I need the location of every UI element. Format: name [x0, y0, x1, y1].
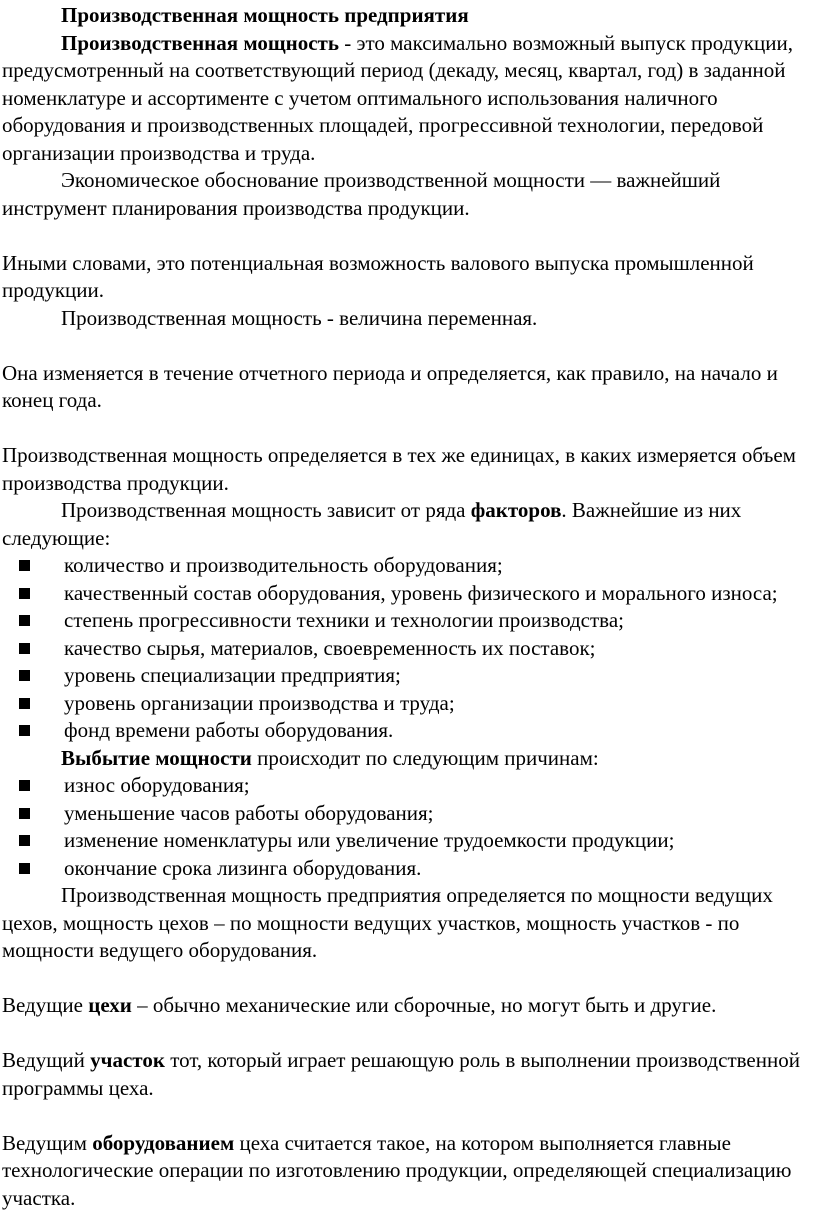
paragraph-capacity-retirement: Выбытие мощности происходит по следующим причинам:	[61, 745, 599, 770]
paragraph-units: Производственная мощность определяется в тех же единицах, в каких измеряется объем производства продукции.	[2, 443, 796, 495]
square-bullet-icon	[19, 560, 30, 571]
list-item: уровень специализации предприятия;	[2, 662, 806, 690]
list-item: изменение номенклатуры или увеличение трудоемкости продукции;	[2, 827, 806, 855]
paragraph-leading-section: Ведущий участок тот, который играет решающую роль в выполнении производственной программы цеха.	[2, 1048, 800, 1100]
paragraph-definition	[2, 30, 806, 168]
list-item: качество сырья, материалов, своевременность их поставок;	[2, 635, 806, 663]
definition-text: - это максимально возможный выпуск продукции, предусмотренный на соответствующий период (декаду, месяц, квартал, год) в заданной номенклатуре и ассортименте с учетом оптимального использования наличного оборудования и производственных площадей, прогрессивной технологии, передовой организации производства и труда.	[2, 30, 793, 165]
square-bullet-icon	[19, 698, 30, 709]
reasons-list	[2, 772, 806, 882]
list-item: окончание срока лизинга оборудования.	[2, 855, 806, 883]
list-item: уровень организации производства и труда;	[2, 690, 806, 718]
square-bullet-icon	[19, 588, 30, 599]
list-item: уменьшение часов работы оборудования;	[2, 800, 806, 828]
list-item: износ оборудования;	[2, 772, 806, 800]
paragraph-economic-justification: Экономическое обоснование производственной мощности — важнейший инструмент планирования производства продукции.	[2, 168, 721, 220]
document-title: Производственная мощность предприятия	[61, 3, 469, 27]
term-workshops: цехи	[88, 993, 132, 1017]
square-bullet-icon	[19, 615, 30, 626]
list-item: качественный состав оборудования, уровень физического и морального износа;	[2, 580, 806, 608]
paragraph-factors-intro: Производственная мощность зависит от ряда факторов. Важнейшие из них следующие:	[2, 498, 742, 550]
square-bullet-icon	[19, 808, 30, 819]
term-capacity-retirement: Выбытие мощности	[61, 745, 252, 770]
paragraph-leading-units: Производственная мощность предприятия определяется по мощности ведущих цехов, мощность цехов – по мощности ведущих участков, мощность участков - по мощности ведущего оборудования.	[2, 883, 773, 962]
term-factors: факторов	[470, 498, 562, 522]
list-item: количество и производительность оборудования;	[2, 552, 806, 580]
square-bullet-icon	[19, 670, 30, 681]
paragraph-changes: Она изменяется в течение отчетного периода и определяется, как правило, на начало и конец года.	[2, 360, 778, 412]
square-bullet-icon	[19, 643, 30, 654]
factors-list	[2, 552, 806, 745]
paragraph-in-other-words: Иными словами, это потенциальная возможность валового выпуска промышленной продукции.	[2, 250, 754, 302]
list-item: фонд времени работы оборудования.	[2, 717, 806, 745]
square-bullet-icon	[19, 863, 30, 874]
term-section: участок	[90, 1048, 165, 1072]
square-bullet-icon	[19, 780, 30, 791]
paragraph-leading-workshops: Ведущие цехи – обычно механические или сборочные, но могут быть и другие.	[2, 993, 717, 1017]
square-bullet-icon	[19, 835, 30, 846]
square-bullet-icon	[19, 725, 30, 736]
paragraph-variable: Производственная мощность - величина переменная.	[61, 305, 538, 330]
list-item: степень прогрессивности техники и технологии производства;	[2, 607, 806, 635]
term-equipment: оборудованием	[92, 1130, 235, 1155]
paragraph-leading-equipment: Ведущим оборудованием цеха считается такое, на котором выполняется главные технологические операции по изготовлению продукции, определяющей специализацию участка.	[2, 1130, 792, 1210]
term-production-capacity: Производственная мощность	[61, 30, 339, 55]
